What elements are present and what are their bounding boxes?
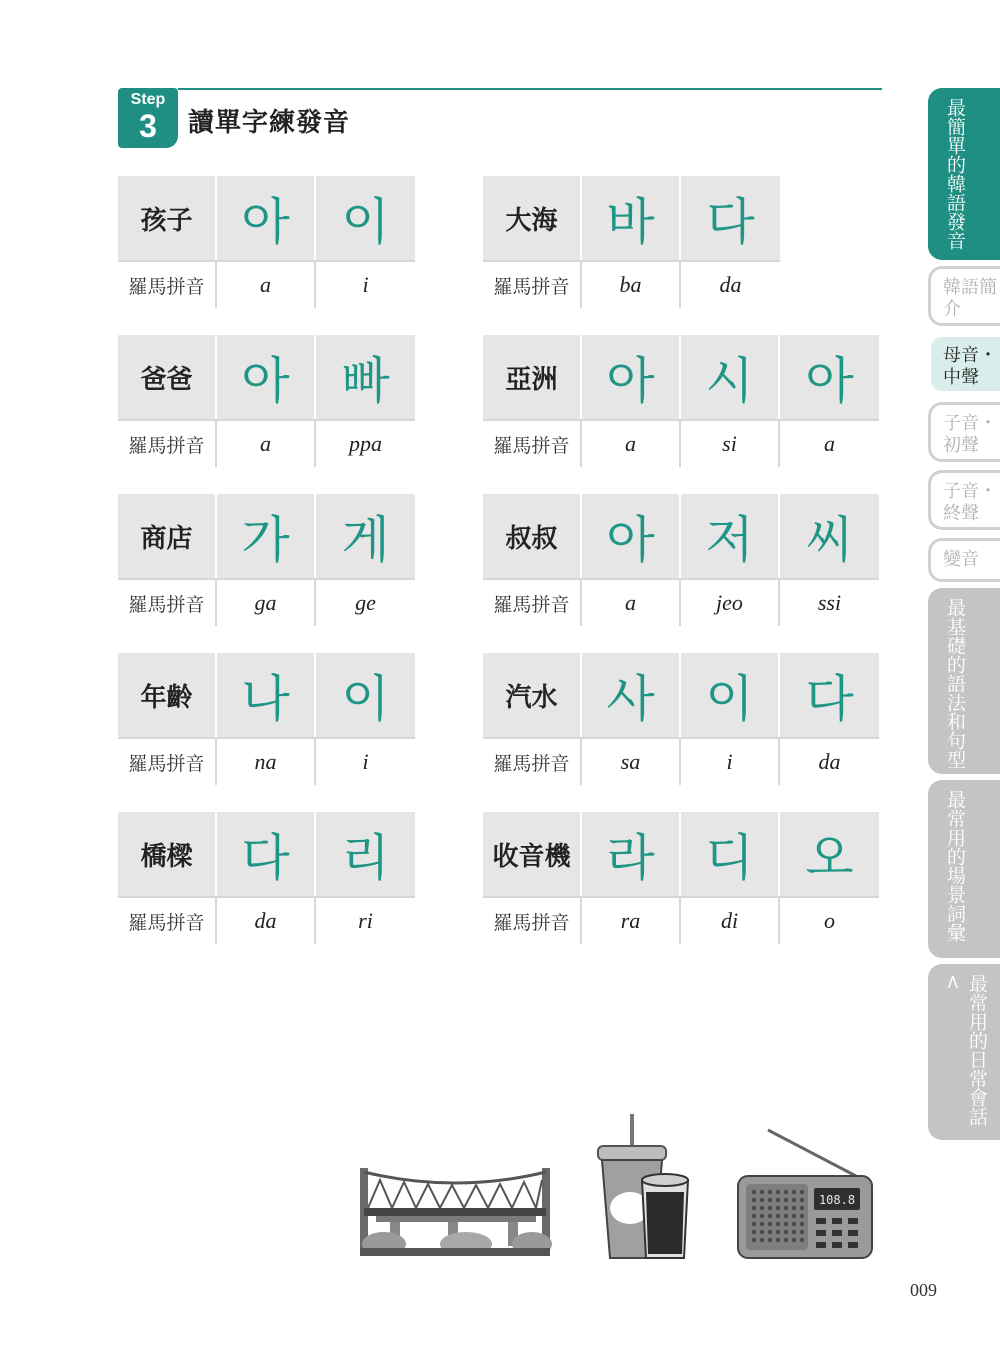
side-tab-label: 變音 xyxy=(943,549,979,570)
romanization: a xyxy=(582,421,681,467)
romanization: jeo xyxy=(681,580,780,626)
hangul-syllable: 오 xyxy=(805,829,854,887)
romanization-label: 羅馬拼音 xyxy=(118,421,217,467)
vocab-card xyxy=(118,812,415,944)
romanization: ra xyxy=(582,898,681,944)
romanization: ssi xyxy=(817,590,842,615)
side-tab-label: 最常用的日常會話< xyxy=(942,974,988,1126)
romanization: a xyxy=(217,262,316,308)
romanization: na xyxy=(217,739,316,785)
side-tab-grammar[interactable] xyxy=(928,588,1000,774)
romanization: i xyxy=(362,749,369,774)
page-number: 009 xyxy=(910,1280,937,1300)
meaning-label: 商店 xyxy=(118,494,217,578)
romanization: ppa xyxy=(349,431,382,456)
romanization-label: 羅馬拼音 xyxy=(483,739,582,785)
side-tab-sound-changes[interactable] xyxy=(928,538,1000,582)
romanization: ri xyxy=(358,908,373,933)
vocab-card xyxy=(118,176,415,308)
bridge-illustration xyxy=(356,1160,554,1258)
vocab-card xyxy=(118,653,415,785)
romanization: da xyxy=(719,272,742,297)
vocab-card xyxy=(483,653,879,785)
romanization: si xyxy=(681,421,780,467)
meaning-label: 叔叔 xyxy=(483,494,582,578)
hangul-syllable: 이 xyxy=(681,653,780,737)
hangul-syllable: 아 xyxy=(217,176,316,260)
soda-cups-illustration xyxy=(592,1112,696,1264)
romanization: ge xyxy=(355,590,376,615)
romanization: a xyxy=(824,431,835,456)
romanization: i xyxy=(362,272,369,297)
side-tab-vocabulary[interactable] xyxy=(928,780,1000,958)
romanization: a xyxy=(217,421,316,467)
side-tab-initial-consonants[interactable] xyxy=(928,402,1000,462)
romanization: da xyxy=(217,898,316,944)
romanization-label: 羅馬拼音 xyxy=(483,421,582,467)
romanization-label: 羅馬拼音 xyxy=(118,898,217,944)
hangul-syllable: 씨 xyxy=(805,511,854,569)
hangul-syllable: 게 xyxy=(341,511,390,569)
hangul-syllable: 나 xyxy=(217,653,316,737)
meaning-label: 亞洲 xyxy=(483,335,582,419)
romanization-label: 羅馬拼音 xyxy=(483,580,582,626)
side-tab-label: 母音・中聲 xyxy=(943,345,997,388)
romanization-label: 羅馬拼音 xyxy=(483,262,582,308)
radio-illustration xyxy=(736,1128,876,1262)
page-title: 讀單字練發音 xyxy=(188,108,351,138)
meaning-label: 橋樑 xyxy=(118,812,217,896)
meaning-label: 孩子 xyxy=(118,176,217,260)
romanization: di xyxy=(681,898,780,944)
romanization-label: 羅馬拼音 xyxy=(118,262,217,308)
hangul-syllable: 바 xyxy=(582,176,681,260)
step-number: 3 xyxy=(139,108,157,144)
header-rule xyxy=(178,88,882,90)
romanization-label: 羅馬拼音 xyxy=(483,898,582,944)
romanization: o xyxy=(824,908,835,933)
romanization: i xyxy=(681,739,780,785)
romanization-label: 羅馬拼音 xyxy=(118,580,217,626)
side-tab-conversation[interactable] xyxy=(928,964,1000,1140)
side-tab-label: 最基礎的語法和句型 xyxy=(944,598,966,769)
romanization: sa xyxy=(582,739,681,785)
hangul-syllable: 이 xyxy=(341,193,390,251)
vocab-card xyxy=(483,494,879,626)
hangul-syllable: 디 xyxy=(681,812,780,896)
side-tab-label: 子音・終聲 xyxy=(943,481,997,524)
side-tab-label: 子音・初聲 xyxy=(943,413,997,456)
vocab-card xyxy=(483,812,879,944)
hangul-syllable: 아 xyxy=(805,352,854,410)
hangul-syllable: 아 xyxy=(217,335,316,419)
meaning-label: 年齡 xyxy=(118,653,217,737)
vocab-card xyxy=(483,335,879,467)
meaning-label: 收音機 xyxy=(483,812,582,896)
side-tab-vowels[interactable] xyxy=(928,334,1000,394)
side-tab-final-consonants[interactable] xyxy=(928,470,1000,530)
hangul-syllable: 리 xyxy=(341,829,390,887)
side-tab-label: 最常用的場景詞彙 xyxy=(944,790,966,942)
step-badge xyxy=(118,88,178,148)
side-tab-intro[interactable] xyxy=(928,266,1000,326)
hangul-syllable: 다 xyxy=(805,670,854,728)
romanization: ba xyxy=(582,262,681,308)
hangul-syllable: 아 xyxy=(582,335,681,419)
hangul-syllable: 라 xyxy=(582,812,681,896)
romanization: ga xyxy=(217,580,316,626)
step-word: Step xyxy=(130,91,166,108)
vocab-card xyxy=(118,335,415,467)
hangul-syllable: 가 xyxy=(217,494,316,578)
romanization-label: 羅馬拼音 xyxy=(118,739,217,785)
hangul-syllable: 이 xyxy=(341,670,390,728)
meaning-label: 汽水 xyxy=(483,653,582,737)
hangul-syllable: 저 xyxy=(681,494,780,578)
side-tab-pronunciation[interactable] xyxy=(928,88,1000,260)
hangul-syllable: 다 xyxy=(217,812,316,896)
romanization: a xyxy=(582,580,681,626)
side-tab-label: 最簡單的韓語發音 xyxy=(944,98,966,250)
meaning-label: 大海 xyxy=(483,176,582,260)
hangul-syllable: 다 xyxy=(706,193,755,251)
vocab-card xyxy=(118,494,415,626)
meaning-label: 爸爸 xyxy=(118,335,217,419)
romanization: da xyxy=(818,749,841,774)
hangul-syllable: 사 xyxy=(582,653,681,737)
side-tab-label: 韓語簡介 xyxy=(943,277,997,320)
vocab-card xyxy=(483,176,780,308)
hangul-syllable: 빠 xyxy=(341,352,390,410)
hangul-syllable: 아 xyxy=(582,494,681,578)
radio-display: 108.8 xyxy=(818,1193,856,1207)
hangul-syllable: 시 xyxy=(681,335,780,419)
